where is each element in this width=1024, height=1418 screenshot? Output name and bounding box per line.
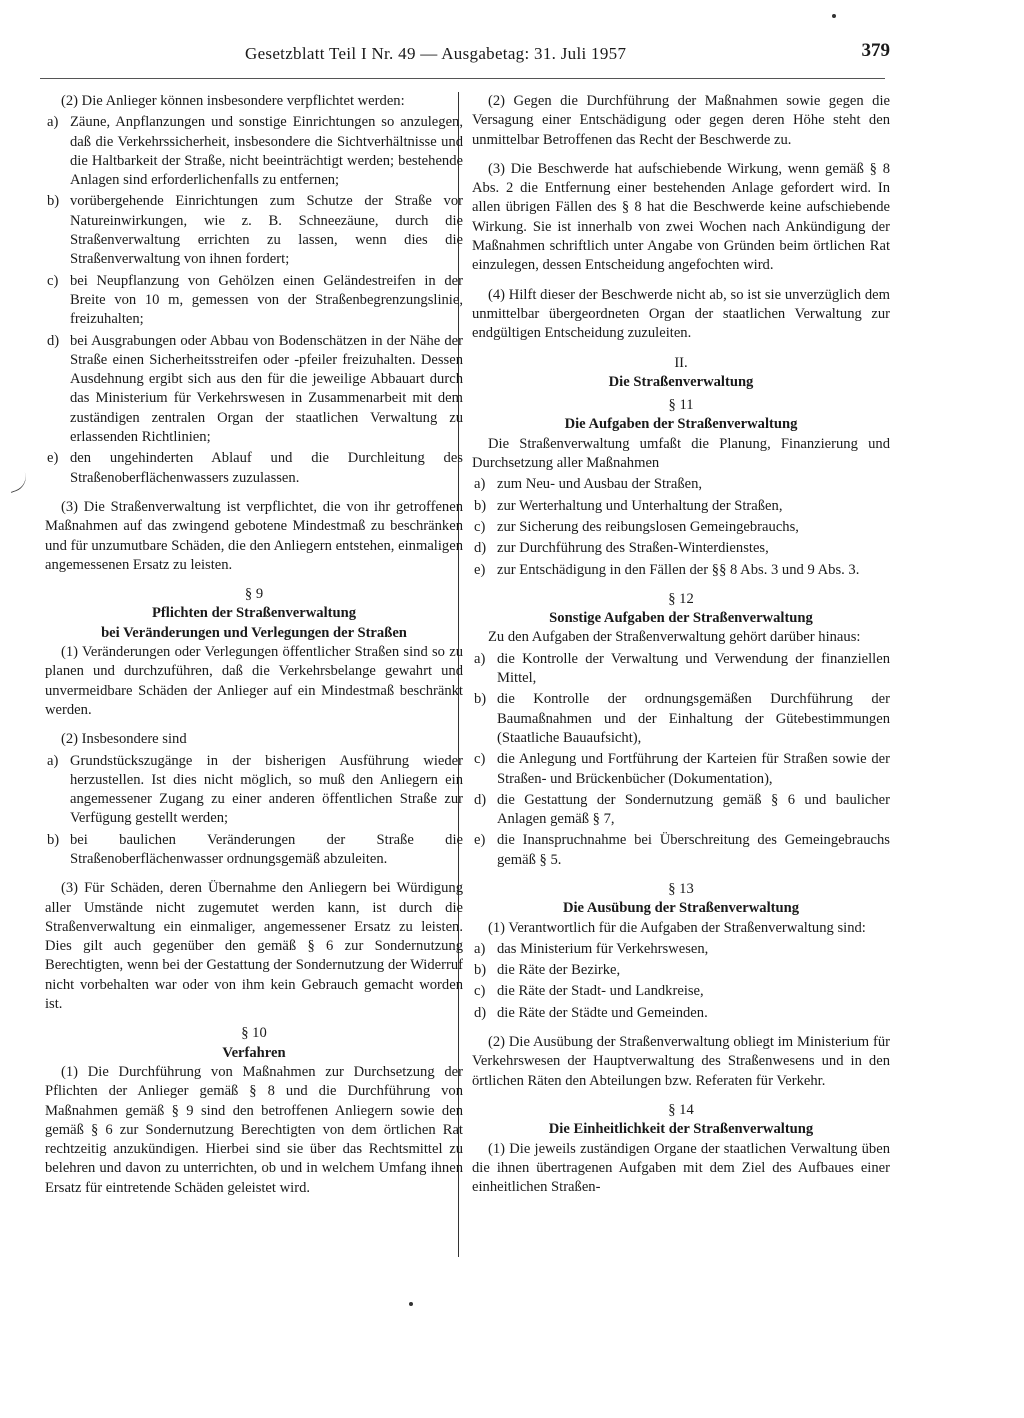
list-item-text: die Inanspruchnahme bei Überschreitung des Gemeingebrauchs gemäß § 5. — [497, 832, 890, 868]
section-9-list — [45, 752, 463, 870]
list-item-text: zum Neu- und Ausbau der Straßen, — [497, 476, 703, 493]
right-column — [472, 92, 890, 1207]
list-item — [45, 332, 463, 448]
part-number: II. — [674, 354, 688, 371]
section-12-intro: Zu den Aufgaben der Straßenverwaltung gehört darüber hinaus: — [488, 629, 861, 646]
scan-speck — [409, 1302, 413, 1306]
list-item-label: a) — [474, 476, 486, 493]
list-item-label: a) — [474, 940, 486, 957]
section-9-title-line-1: Pflichten der Straßenverwaltung — [151, 605, 357, 622]
list-item-label: a) — [474, 650, 486, 667]
list-item — [472, 497, 890, 516]
list-item-text: bei Ausgrabungen oder Abbau von Bodenschätzen in der Nähe der Straße einen Sicherheitsstreifen oder -pfeiler freizuhalten. Dessen Ausdehnung ergibt sich aus den für die jeweilige Abbauart durch das Ministerium für Verkehrswesen in Zusammenarbeit mit dem zuständigen zentralen Organ der staatlichen Verwaltung zu erlassenden Richtlinien; — [70, 332, 463, 446]
list-item-label: d) — [474, 540, 487, 557]
list-item — [472, 690, 890, 748]
list-item-label: c) — [474, 751, 486, 768]
list-item — [45, 831, 463, 870]
list-item — [472, 750, 890, 789]
section-9-paragraph-1: (1) Veränderungen oder Verlegungen öffentlicher Straßen sind so zu planen und durchzuführen, daß die Verkehrsbelange gewahrt und unvermeidbare Schäden der Anlieger auf ein Mindestmaß beschränkt werden. — [45, 644, 463, 718]
section-12-number: § 12 — [668, 590, 694, 607]
section-9-paragraph-3: (3) Für Schäden, deren Übernahme den Anliegern bei Würdigung aller Umstände nicht zugemutet werden kann, ist durch die Straßenverwaltung ein einmaliger, angemessener Ersatz zu leisten. Dies gilt auch gegenüber den gemäß § 6 zur Sondernutzung Berechtigten, wenn bei der Gestattung der Sondernutzung der Widerruf nicht vorbehalten war oder von ihm kein Gebrauch gemacht worden ist. — [45, 880, 463, 1013]
page-header — [40, 40, 890, 70]
list-item — [472, 539, 890, 558]
list-item-text: die Räte der Städte und Gemeinden. — [497, 1004, 708, 1021]
list-item-label: b) — [474, 497, 487, 514]
list-item-text: zur Durchführung des Straßen-Winterdienstes, — [497, 540, 769, 557]
section-10-title: Verfahren — [222, 1044, 286, 1061]
list-item-text: die Räte der Stadt- und Landkreise, — [497, 983, 704, 1000]
list-item-label: b) — [474, 962, 487, 979]
list-item — [45, 113, 463, 190]
section-12-title: Sonstige Aufgaben der Straßenverwaltung — [549, 610, 813, 627]
list-item — [45, 272, 463, 330]
list-item-text: die Kontrolle der ordnungsgemäßen Durchführung der Baumaßnahmen und der Einhaltung der Gütebestimmungen (Staatliche Bauaufsicht), — [497, 691, 890, 746]
list-item-text: Zäune, Anpflanzungen und sonstige Einrichtungen so anzulegen, daß die Verkehrssicherheit, insbesondere die Sichtverhältnisse und die Haltbarkeit der Straße, nicht beeinträchtigt werden; bestehende Anlagen sind erforderlichenfalls zu entfernen; — [70, 114, 463, 189]
section-10-paragraph-1: (1) Die Durchführung von Maßnahmen zur Durchsetzung der Pflichten der Anlieger gemäß § 8 und die Durchführung von Maßnahmen gemäß § 9 sind den betroffenen Anliegern sowie den gemäß § 6 zur Sondernutzung Berechtigten von dem örtlichen Rat rechtzeitig anzukündigen. Hierbei sind sie über das Rechtsmittel zu belehren und davon zu unterrichten, ob und in welchem Umfang ihnen Ersatz für eintretende Schäden geleistet wird. — [45, 1063, 463, 1196]
scan-speck — [832, 14, 836, 18]
list-item-label: d) — [474, 791, 487, 808]
list-item-text: den ungehinderten Ablauf und die Durchleitung des Straßenoberflächenwassers zuzulassen. — [70, 450, 463, 486]
list-item — [472, 982, 890, 1001]
list-item — [472, 1004, 890, 1023]
list-item-text: zur Sicherung des reibungslosen Gemeingebrauchs, — [497, 518, 799, 535]
list-item — [472, 961, 890, 980]
list-item-text: die Kontrolle der Verwaltung und Verwendung der finanziellen Mittel, — [497, 650, 890, 687]
section-9-title-line-2: bei Veränderungen und Verlegungen der Straßen — [101, 624, 407, 641]
list-item — [45, 449, 463, 488]
list-item — [472, 561, 890, 580]
section-10-paragraph-2: (2) Gegen die Durchführung der Maßnahmen sowie gegen die Versagung einer Entschädigung oder gegen deren Höhe steht den unmittelbar Betroffenen das Recht der Beschwerde zu. — [472, 93, 890, 148]
list-item-label: b) — [474, 691, 487, 708]
section-14-title: Die Einheitlichkeit der Straßenverwaltung — [548, 1121, 814, 1138]
section-13-title: Die Ausübung der Straßenverwaltung — [562, 900, 800, 917]
paragraph-8-3: (3) Die Straßenverwaltung ist verpflichtet, die von ihr getroffenen Maßnahmen auf das zwingend gebotene Mindestmaß zu beschränken und für unzumutbare Schäden, die den Anliegern entstehen, einmaligen angemessenen Ersatz zu leisten. — [45, 498, 463, 573]
paragraph-8-2-intro: (2) Die Anlieger können insbesondere verpflichtet werden: — [61, 93, 405, 109]
list-item-label: b) — [47, 831, 60, 848]
section-11-number: § 11 — [668, 397, 694, 414]
section-13-number: § 13 — [668, 880, 694, 897]
list-item-text: zur Entschädigung in den Fällen der §§ 8 Abs. 3 und 9 Abs. 3. — [497, 561, 860, 578]
list-item-label: e) — [474, 832, 486, 849]
section-9-paragraph-2-intro: (2) Insbesondere sind — [61, 731, 187, 748]
margin-pencil-mark — [6, 472, 30, 493]
list-item-text: das Ministerium für Verkehrswesen, — [497, 940, 709, 957]
list-item-label: a) — [47, 752, 59, 769]
list-item-text: die Räte der Bezirke, — [497, 962, 621, 979]
section-13-paragraph-1-intro: (1) Verantwortlich für die Aufgaben der Straßenverwaltung sind: — [488, 919, 866, 936]
section-13-list — [472, 940, 890, 1023]
list-item-text: bei baulichen Veränderungen der Straße die Straßenoberflächenwasser ordnungsgemäß abzuleiten. — [70, 831, 463, 867]
list-item — [472, 831, 890, 870]
page-number: 379 — [861, 40, 890, 61]
list-item — [472, 791, 890, 830]
list-item-text: zur Werterhaltung und Unterhaltung der Straßen, — [497, 497, 783, 514]
list-item-label: c) — [47, 272, 59, 289]
section-12-list — [472, 650, 890, 870]
list-item-label: e) — [474, 561, 486, 578]
paragraph-8-2-list — [45, 113, 463, 488]
list-item-label: c) — [474, 983, 486, 1000]
list-item-text: bei Neupflanzung von Gehölzen einen Geländestreifen in der Breite von 10 m, gemessen von der Straßenbegrenzungslinie, freizuhalten; — [70, 272, 463, 328]
section-14-paragraph-1: (1) Die jeweils zuständigen Organe der staatlichen Verwaltung üben die ihnen übertragenen Aufgaben mit dem Ziel des Aufbaues einer einheitlichen Straßen- — [472, 1140, 890, 1196]
section-9-number: § 9 — [244, 586, 264, 603]
list-item — [472, 475, 890, 494]
left-column — [45, 92, 463, 1208]
header-divider — [40, 78, 885, 79]
gazette-header-title: Gesetzblatt Teil I Nr. 49 — Ausgabetag: 31. Juli 1957 — [245, 44, 627, 63]
list-item-label: b) — [47, 193, 60, 210]
section-10-number: § 10 — [241, 1025, 267, 1042]
part-title: Die Straßenverwaltung — [608, 373, 754, 390]
section-11-list — [472, 475, 890, 579]
list-item — [45, 752, 463, 829]
list-item — [472, 940, 890, 959]
list-item-label: e) — [47, 450, 59, 467]
list-item — [472, 518, 890, 537]
list-item-label: a) — [47, 114, 59, 131]
list-item-text: vorübergehende Einrichtungen zum Schutze der Straße vor Natureinwirkungen, wie z. B. Schneezäune, durch die Straßenverwaltung errichten zu lassen, wenn dies die Straßenverwaltung von ihnen fordert; — [70, 193, 463, 268]
list-item-label: d) — [47, 332, 60, 349]
list-item — [472, 650, 890, 689]
list-item-label: c) — [474, 518, 486, 535]
list-item-label: d) — [474, 1004, 487, 1021]
section-10-paragraph-3: (3) Die Beschwerde hat aufschiebende Wirkung, wenn gemäß § 8 Abs. 2 die Entfernung einer bestehenden Anlage gefordert wird. In allen übrigen Fällen des § 8 hat die Beschwerde keine aufschiebende Wirkung. Sie ist innerhalb von zwei Wochen nach Ankündigung der Maßnahmen schriftlich unter Angabe von Gründen beim örtlichen Rat einzulegen, dessen Entscheidung angefochten wird. — [472, 160, 890, 274]
section-10-paragraph-4: (4) Hilft dieser der Beschwerde nicht ab, so ist sie unverzüglich dem unmittelbar übergeordneten Organ der staatlichen Verwaltung zur endgültigen Entscheidung zuzuleiten. — [472, 286, 890, 342]
list-item-text: die Gestattung der Sondernutzung gemäß § 6 und baulicher Anlagen gemäß § 7, — [497, 791, 890, 828]
list-item-text: die Anlegung und Fortführung der Karteien für Straßen sowie der Straßen- und Brückenbücher (Dokumentation), — [497, 751, 890, 787]
section-11-title: Die Aufgaben der Straßenverwaltung — [564, 416, 798, 433]
section-13-paragraph-2: (2) Die Ausübung der Straßenverwaltung obliegt im Ministerium für Verkehrswesen der Hauptverwaltung des Straßenwesens und in den örtlichen Räten den Abteilungen bzw. Referaten für Verkehr. — [472, 1034, 890, 1089]
list-item-text: Grundstückszugänge in der bisherigen Ausführung wieder herzustellen. Ist dies nicht möglich, so muß den Anliegern ein angemessener Zugang zu einer anderen öffentlichen Straße zur Verfügung gestellt werden; — [70, 752, 463, 827]
list-item — [45, 192, 463, 269]
section-14-number: § 14 — [668, 1101, 694, 1118]
section-11-intro: Die Straßenverwaltung umfaßt die Planung, Finanzierung und Durchsetzung aller Maßnahmen — [472, 435, 890, 472]
